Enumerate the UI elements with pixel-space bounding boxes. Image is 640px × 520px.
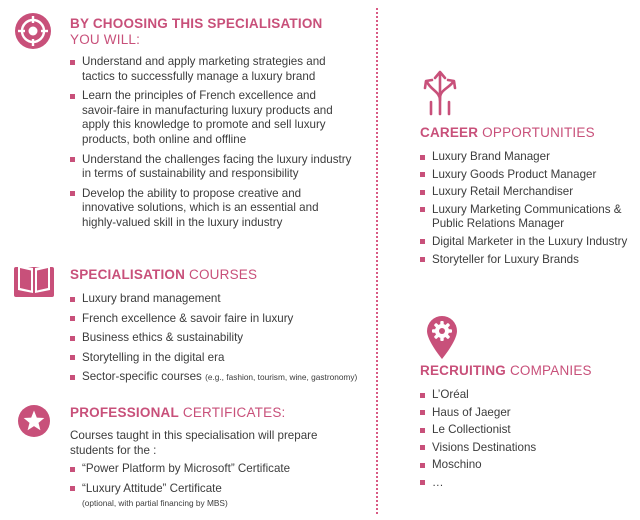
specialisation-title: BY CHOOSING THIS SPECIALISATION <box>70 16 323 31</box>
list-item: Luxury brand management <box>70 292 370 307</box>
certificates-section <box>70 405 370 511</box>
career-title: CAREER <box>420 125 479 140</box>
specialisation-subtitle: YOU WILL: <box>70 32 141 47</box>
certificates-heading <box>70 405 370 421</box>
list-item: Learn the principles of French excellence and savoir-faire in manufacturing luxury products and apply this knowledge to promote and sell luxury products, both online and offline <box>70 89 340 147</box>
career-subtitle: OPPORTUNITIES <box>482 125 595 140</box>
list-item: Digital Marketer in the Luxury Industry <box>420 235 636 250</box>
list-item: Business ethics & sustainability <box>70 331 370 346</box>
list-item: Luxury Brand Manager <box>420 150 636 165</box>
courses-subtitle: COURSES <box>189 267 258 282</box>
list-item: Haus of Jaeger <box>420 406 636 421</box>
certificates-list <box>70 462 370 511</box>
list-item <box>70 370 370 385</box>
luxury-attitude-note: (optional, with partial financing by MBS) <box>82 498 228 509</box>
sector-courses-note: (e.g., fashion, tourism, wine, gastronomy) <box>205 372 358 383</box>
courses-title: SPECIALISATION <box>70 267 186 282</box>
list-item: L’Oréal <box>420 388 636 403</box>
list-item: … <box>420 476 636 491</box>
recruiting-section <box>420 363 636 491</box>
list-item: Storyteller for Luxury Brands <box>420 253 636 268</box>
list-item <box>70 482 370 511</box>
list-item: Le Collectionist <box>420 423 636 438</box>
career-list <box>420 150 636 267</box>
specialisation-heading <box>70 16 370 48</box>
list-item: Develop the ability to propose creative and innovative solutions, which is an essential and highly-valued skill in the luxury industry <box>70 187 342 231</box>
list-item: Storytelling in the digital era <box>70 351 370 366</box>
career-heading <box>420 125 636 141</box>
career-section <box>420 125 636 267</box>
target-icon <box>14 12 52 50</box>
list-item: Luxury Goods Product Manager <box>420 168 636 183</box>
list-item: “Power Platform by Microsoft” Certificate <box>70 462 370 477</box>
recruiting-subtitle: COMPANIES <box>509 363 592 378</box>
list-item: French excellence & savoir faire in luxury <box>70 312 370 327</box>
luxury-attitude-label: “Luxury Attitude” Certificate <box>82 481 222 495</box>
courses-heading <box>70 267 370 283</box>
list-item: Understand and apply marketing strategies and tactics to successfully manage a luxury brand <box>70 55 346 84</box>
list-item: Luxury Retail Merchandiser <box>420 185 636 200</box>
star-icon <box>17 404 51 438</box>
location-gear-icon <box>425 314 459 360</box>
column-divider <box>376 8 378 514</box>
list-item: Moschino <box>420 458 636 473</box>
certificates-subtitle: CERTIFICATES: <box>182 405 286 420</box>
recruiting-title: RECRUITING <box>420 363 506 378</box>
certificates-intro: Courses taught in this specialisation will prepare students for the : <box>70 429 318 457</box>
list-item: Visions Destinations <box>420 441 636 456</box>
sector-courses-label: Sector-specific courses <box>82 370 202 384</box>
courses-section <box>70 267 370 385</box>
directions-icon <box>419 68 461 116</box>
specialisation-section <box>70 16 370 231</box>
courses-list <box>70 292 370 385</box>
list-item: Luxury Marketing Communications & Public Relations Manager <box>420 203 632 232</box>
specialisation-list <box>70 55 358 231</box>
list-item: Understand the challenges facing the luxury industry in terms of sustainability and responsibility <box>70 153 358 182</box>
recruiting-list <box>420 388 636 491</box>
certificates-title: PROFESSIONAL <box>70 405 179 420</box>
recruiting-heading <box>420 363 636 379</box>
book-icon <box>14 263 54 297</box>
